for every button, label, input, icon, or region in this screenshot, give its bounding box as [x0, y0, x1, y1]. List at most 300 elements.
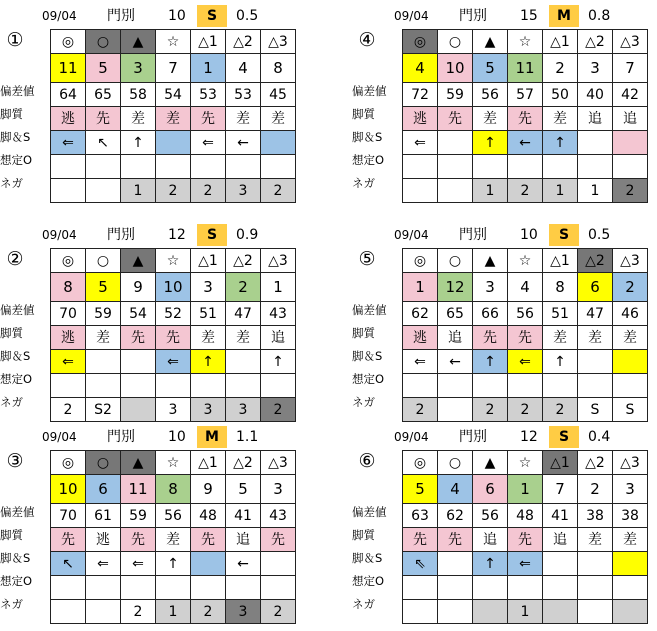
- running-style-cell: 差: [156, 528, 191, 552]
- table-row: [51, 398, 296, 422]
- table-row: [403, 576, 648, 600]
- mark-cell: ▲: [121, 451, 156, 475]
- row-label: 脚質: [352, 107, 375, 121]
- table-row: [403, 350, 648, 374]
- row-label-blank: [352, 473, 402, 501]
- table-row: [51, 475, 296, 504]
- running-style-cell: 追: [578, 107, 613, 131]
- running-style-cell: 追: [438, 326, 473, 350]
- assumed-odds-cell: [86, 374, 121, 398]
- prediction-table: [402, 29, 648, 203]
- leg-speed-cell: ←: [226, 552, 261, 576]
- negative-cell: [403, 179, 438, 203]
- horse-number-cell: 8: [156, 475, 191, 504]
- leg-speed-cell: ⇐: [508, 552, 543, 576]
- negative-cell: [438, 398, 473, 422]
- leg-speed-cell: ⇖: [403, 552, 438, 576]
- negative-cell: S: [613, 398, 648, 422]
- row-labels: [0, 29, 50, 195]
- leg-speed-cell: ⇐: [121, 552, 156, 576]
- running-style-cell: 差: [613, 326, 648, 350]
- assumed-odds-cell: [226, 155, 261, 179]
- mark-cell: ▲: [121, 249, 156, 273]
- leg-speed-cell: [543, 552, 578, 576]
- leg-speed-cell: ↑: [121, 131, 156, 155]
- leg-speed-cell: ←: [226, 131, 261, 155]
- race-index-value: 0.5: [588, 227, 611, 243]
- horse-number-cell: 1: [191, 54, 226, 83]
- mark-cell: △2: [226, 451, 261, 475]
- horse-number-cell: 8: [543, 273, 578, 302]
- negative-cell: [438, 600, 473, 624]
- horse-number-cell: 7: [543, 475, 578, 504]
- assumed-odds-cell: [121, 155, 156, 179]
- deviation-cell: 56: [473, 504, 508, 528]
- deviation-cell: 56: [508, 302, 543, 326]
- assumed-odds-cell: [156, 155, 191, 179]
- row-label-blank: [0, 29, 50, 52]
- row-label: 偏差値: [0, 84, 35, 98]
- mark-cell: ◎: [403, 249, 438, 273]
- leg-speed-cell: ↑: [191, 350, 226, 374]
- negative-cell: 1: [543, 179, 578, 203]
- running-style-cell: 追: [543, 528, 578, 552]
- row-label-blank: [352, 271, 402, 299]
- running-style-cell: 差: [191, 326, 226, 350]
- table-row: [403, 552, 648, 576]
- leg-speed-cell: [578, 552, 613, 576]
- assumed-odds-cell: [121, 374, 156, 398]
- leg-speed-cell: [438, 131, 473, 155]
- negative-cell: 2: [403, 398, 438, 422]
- mark-cell: △3: [613, 249, 648, 273]
- leg-speed-cell: [86, 350, 121, 374]
- negative-cell: S2: [86, 398, 121, 422]
- leg-speed-cell: [438, 552, 473, 576]
- row-labels: [0, 248, 50, 414]
- row-labels: [352, 248, 402, 414]
- table-row: [403, 398, 648, 422]
- negative-cell: 2: [261, 398, 296, 422]
- deviation-cell: 48: [191, 504, 226, 528]
- assumed-odds-cell: [191, 374, 226, 398]
- running-style-cell: 差: [578, 326, 613, 350]
- leg-speed-cell: [613, 350, 648, 374]
- running-style-cell: 差: [156, 107, 191, 131]
- race-class-badge: M: [197, 426, 227, 448]
- leg-speed-cell: [578, 131, 613, 155]
- deviation-cell: 48: [508, 504, 543, 528]
- negative-cell: [473, 600, 508, 624]
- leg-speed-cell: ↖: [86, 131, 121, 155]
- mark-cell: ◎: [51, 451, 86, 475]
- mark-cell: △1: [191, 249, 226, 273]
- field-size: 12: [520, 429, 538, 445]
- assumed-odds-cell: [261, 155, 296, 179]
- running-style-cell: 差: [261, 107, 296, 131]
- table-row: [51, 155, 296, 179]
- negative-cell: 1: [508, 600, 543, 624]
- race-class-badge: M: [549, 5, 579, 27]
- row-label-blank: [352, 450, 402, 473]
- horse-number-cell: 4: [226, 54, 261, 83]
- race-number-circle: ①: [6, 29, 24, 51]
- deviation-cell: 62: [403, 302, 438, 326]
- mark-cell: △2: [578, 451, 613, 475]
- prediction-table: [402, 450, 648, 624]
- deviation-cell: 62: [438, 504, 473, 528]
- leg-speed-cell: [191, 552, 226, 576]
- table-row: [51, 326, 296, 350]
- race-date: 09/04: [394, 9, 429, 23]
- horse-number-cell: 2: [578, 475, 613, 504]
- row-label: 脚質: [352, 528, 375, 542]
- running-style-cell: 先: [191, 528, 226, 552]
- assumed-odds-cell: [613, 576, 648, 600]
- horse-number-cell: 1: [403, 273, 438, 302]
- deviation-cell: 52: [156, 302, 191, 326]
- prediction-table: [50, 248, 296, 422]
- running-style-cell: 差: [473, 107, 508, 131]
- table-row: [51, 249, 296, 273]
- negative-cell: 3: [156, 398, 191, 422]
- table-row: [403, 504, 648, 528]
- horse-number-cell: 6: [86, 475, 121, 504]
- table-row: [403, 451, 648, 475]
- mark-cell: ◎: [403, 30, 438, 54]
- mark-cell: ☆: [156, 30, 191, 54]
- table-row: [51, 179, 296, 203]
- mark-cell: △3: [613, 30, 648, 54]
- running-style-cell: 逃: [51, 326, 86, 350]
- table-row: [51, 528, 296, 552]
- mark-cell: ◎: [51, 30, 86, 54]
- assumed-odds-cell: [543, 374, 578, 398]
- deviation-cell: 70: [51, 504, 86, 528]
- horse-number-cell: 6: [473, 475, 508, 504]
- deviation-cell: 51: [191, 302, 226, 326]
- assumed-odds-cell: [543, 576, 578, 600]
- table-row: [403, 475, 648, 504]
- mark-cell: △1: [543, 249, 578, 273]
- running-style-cell: 先: [121, 528, 156, 552]
- horse-number-cell: 5: [403, 475, 438, 504]
- track-name: 門別: [107, 227, 135, 243]
- negative-cell: [51, 179, 86, 203]
- horse-number-cell: 3: [578, 54, 613, 83]
- mark-cell: △1: [191, 451, 226, 475]
- table-row: [51, 302, 296, 326]
- assumed-odds-cell: [226, 576, 261, 600]
- row-label: 想定O: [0, 372, 33, 386]
- running-style-cell: 差: [543, 326, 578, 350]
- deviation-cell: 61: [86, 504, 121, 528]
- table-row: [51, 576, 296, 600]
- assumed-odds-cell: [578, 576, 613, 600]
- leg-speed-cell: ⇐: [51, 350, 86, 374]
- mark-cell: ☆: [156, 249, 191, 273]
- assumed-odds-cell: [508, 374, 543, 398]
- row-label: 偏差値: [0, 303, 35, 317]
- table-row: [51, 552, 296, 576]
- track-name: 門別: [459, 227, 487, 243]
- negative-cell: [543, 600, 578, 624]
- row-label-blank: [352, 29, 402, 52]
- mark-cell: ☆: [508, 30, 543, 54]
- deviation-cell: 47: [578, 302, 613, 326]
- race-class-badge: S: [549, 426, 579, 448]
- row-label: 想定O: [0, 153, 33, 167]
- assumed-odds-cell: [473, 155, 508, 179]
- negative-cell: 3: [226, 600, 261, 624]
- running-style-cell: 先: [438, 107, 473, 131]
- race-date: 09/04: [42, 9, 77, 23]
- mark-cell: ○: [86, 451, 121, 475]
- negative-cell: 2: [508, 179, 543, 203]
- leg-speed-cell: ⇐: [403, 131, 438, 155]
- negative-cell: 3: [226, 179, 261, 203]
- assumed-odds-cell: [51, 155, 86, 179]
- table-row: [403, 179, 648, 203]
- leg-speed-cell: ←: [438, 350, 473, 374]
- race-date: 09/04: [42, 430, 77, 444]
- row-labels: [0, 450, 50, 616]
- table-row: [403, 54, 648, 83]
- assumed-odds-cell: [226, 374, 261, 398]
- field-size: 12: [168, 227, 186, 243]
- deviation-cell: 54: [156, 83, 191, 107]
- mark-cell: ○: [86, 30, 121, 54]
- track-name: 門別: [459, 8, 487, 24]
- mark-cell: ☆: [508, 249, 543, 273]
- row-label: 想定O: [352, 372, 385, 386]
- race-class-badge: S: [197, 5, 227, 27]
- row-label-blank: [352, 248, 402, 271]
- deviation-cell: 64: [51, 83, 86, 107]
- negative-cell: 2: [473, 398, 508, 422]
- running-style-cell: 逃: [51, 107, 86, 131]
- deviation-cell: 53: [226, 83, 261, 107]
- row-label: ネガ: [352, 597, 375, 611]
- leg-speed-cell: [226, 350, 261, 374]
- leg-speed-cell: ⇐: [403, 350, 438, 374]
- leg-speed-cell: ↑: [543, 131, 578, 155]
- assumed-odds-cell: [51, 576, 86, 600]
- leg-speed-cell: [121, 350, 156, 374]
- running-style-cell: 先: [438, 528, 473, 552]
- horse-number-cell: 11: [51, 54, 86, 83]
- row-label: 脚質: [0, 107, 23, 121]
- field-size: 10: [168, 429, 186, 445]
- horse-number-cell: 5: [226, 475, 261, 504]
- assumed-odds-cell: [473, 374, 508, 398]
- negative-cell: 2: [543, 398, 578, 422]
- negative-cell: 1: [578, 179, 613, 203]
- mark-cell: △3: [261, 249, 296, 273]
- table-row: [51, 54, 296, 83]
- row-label: 想定O: [352, 153, 385, 167]
- race-class-badge: S: [549, 224, 579, 246]
- assumed-odds-cell: [156, 374, 191, 398]
- running-style-cell: 先: [403, 528, 438, 552]
- assumed-odds-cell: [438, 576, 473, 600]
- deviation-cell: 72: [403, 83, 438, 107]
- horse-number-cell: 10: [51, 475, 86, 504]
- negative-cell: 2: [508, 398, 543, 422]
- row-label: 脚＆S: [352, 551, 383, 565]
- deviation-cell: 40: [578, 83, 613, 107]
- table-row: [403, 302, 648, 326]
- row-label: 脚質: [352, 326, 375, 340]
- track-name: 門別: [459, 429, 487, 445]
- deviation-cell: 65: [438, 302, 473, 326]
- negative-cell: 2: [261, 179, 296, 203]
- deviation-cell: 43: [261, 504, 296, 528]
- prediction-table: [50, 29, 296, 203]
- horse-number-cell: 5: [473, 54, 508, 83]
- horse-number-cell: 12: [438, 273, 473, 302]
- race-panel: [0, 426, 320, 631]
- running-style-cell: 差: [86, 326, 121, 350]
- assumed-odds-cell: [438, 155, 473, 179]
- row-label: ネガ: [0, 597, 23, 611]
- row-label: ネガ: [352, 395, 375, 409]
- leg-speed-cell: ←: [508, 131, 543, 155]
- deviation-cell: 38: [613, 504, 648, 528]
- field-size: 15: [520, 8, 538, 24]
- running-style-cell: 差: [121, 107, 156, 131]
- deviation-cell: 63: [403, 504, 438, 528]
- horse-number-cell: 10: [438, 54, 473, 83]
- row-label: 脚質: [0, 326, 23, 340]
- horse-number-cell: 8: [261, 54, 296, 83]
- deviation-cell: 41: [226, 504, 261, 528]
- leg-speed-cell: [613, 552, 648, 576]
- running-style-cell: 先: [121, 326, 156, 350]
- table-row: [51, 350, 296, 374]
- table-row: [51, 131, 296, 155]
- negative-cell: [86, 600, 121, 624]
- race-number-circle: ②: [6, 248, 24, 270]
- race-date: 09/04: [394, 430, 429, 444]
- horse-number-cell: 3: [613, 475, 648, 504]
- mark-cell: ○: [438, 249, 473, 273]
- race-date: 09/04: [394, 228, 429, 242]
- horse-number-cell: 3: [473, 273, 508, 302]
- table-row: [403, 83, 648, 107]
- race-panel: [352, 224, 657, 429]
- mark-cell: △2: [226, 249, 261, 273]
- deviation-cell: 65: [86, 83, 121, 107]
- mark-cell: ◎: [51, 249, 86, 273]
- row-label: 想定O: [0, 574, 33, 588]
- leg-speed-cell: ↑: [473, 552, 508, 576]
- negative-cell: 1: [473, 179, 508, 203]
- table-row: [403, 326, 648, 350]
- running-style-cell: 逃: [403, 107, 438, 131]
- deviation-cell: 45: [261, 83, 296, 107]
- running-style-cell: 差: [226, 107, 261, 131]
- assumed-odds-cell: [543, 155, 578, 179]
- race-panel: [0, 5, 320, 210]
- running-style-cell: 追: [473, 528, 508, 552]
- row-label: ネガ: [352, 176, 375, 190]
- negative-cell: [86, 179, 121, 203]
- table-row: [51, 451, 296, 475]
- mark-cell: ▲: [121, 30, 156, 54]
- negative-cell: 2: [613, 179, 648, 203]
- horse-number-cell: 9: [191, 475, 226, 504]
- running-style-cell: 先: [191, 107, 226, 131]
- row-label: ネガ: [0, 395, 23, 409]
- mark-cell: ▲: [473, 30, 508, 54]
- deviation-cell: 70: [51, 302, 86, 326]
- mark-cell: △3: [261, 30, 296, 54]
- deviation-cell: 47: [226, 302, 261, 326]
- race-panel: [352, 5, 657, 210]
- leg-speed-cell: ↖: [51, 552, 86, 576]
- assumed-odds-cell: [191, 576, 226, 600]
- row-label-blank: [352, 52, 402, 80]
- assumed-odds-cell: [121, 576, 156, 600]
- row-label-blank: [0, 248, 50, 271]
- race-panel: [0, 224, 320, 429]
- deviation-cell: 57: [508, 83, 543, 107]
- negative-cell: 2: [121, 600, 156, 624]
- mark-cell: △1: [191, 30, 226, 54]
- table-row: [51, 374, 296, 398]
- assumed-odds-cell: [578, 155, 613, 179]
- assumed-odds-cell: [613, 155, 648, 179]
- table-row: [403, 107, 648, 131]
- assumed-odds-cell: [403, 374, 438, 398]
- mark-cell: △2: [578, 249, 613, 273]
- assumed-odds-cell: [438, 374, 473, 398]
- leg-speed-cell: [261, 131, 296, 155]
- horse-number-cell: 3: [261, 475, 296, 504]
- running-style-cell: 差: [578, 528, 613, 552]
- negative-cell: 2: [191, 600, 226, 624]
- horse-number-cell: 3: [191, 273, 226, 302]
- horse-number-cell: 7: [156, 54, 191, 83]
- running-style-cell: 先: [473, 326, 508, 350]
- row-label: 脚質: [0, 528, 23, 542]
- table-row: [51, 83, 296, 107]
- row-label: 想定O: [352, 574, 385, 588]
- row-label: 偏差値: [352, 505, 387, 519]
- assumed-odds-cell: [613, 374, 648, 398]
- table-row: [403, 273, 648, 302]
- table-row: [51, 600, 296, 624]
- mark-cell: △1: [543, 30, 578, 54]
- deviation-cell: 58: [121, 83, 156, 107]
- prediction-table: [402, 248, 648, 422]
- leg-speed-cell: ↑: [473, 131, 508, 155]
- table-row: [403, 155, 648, 179]
- leg-speed-cell: [578, 350, 613, 374]
- row-label-blank: [0, 473, 50, 501]
- negative-cell: [613, 600, 648, 624]
- assumed-odds-cell: [578, 374, 613, 398]
- running-style-cell: 先: [86, 107, 121, 131]
- leg-speed-cell: [261, 552, 296, 576]
- running-style-cell: 先: [508, 528, 543, 552]
- leg-speed-cell: [613, 131, 648, 155]
- prediction-table: [50, 450, 296, 624]
- horse-number-cell: 2: [613, 273, 648, 302]
- assumed-odds-cell: [508, 576, 543, 600]
- horse-number-cell: 11: [508, 54, 543, 83]
